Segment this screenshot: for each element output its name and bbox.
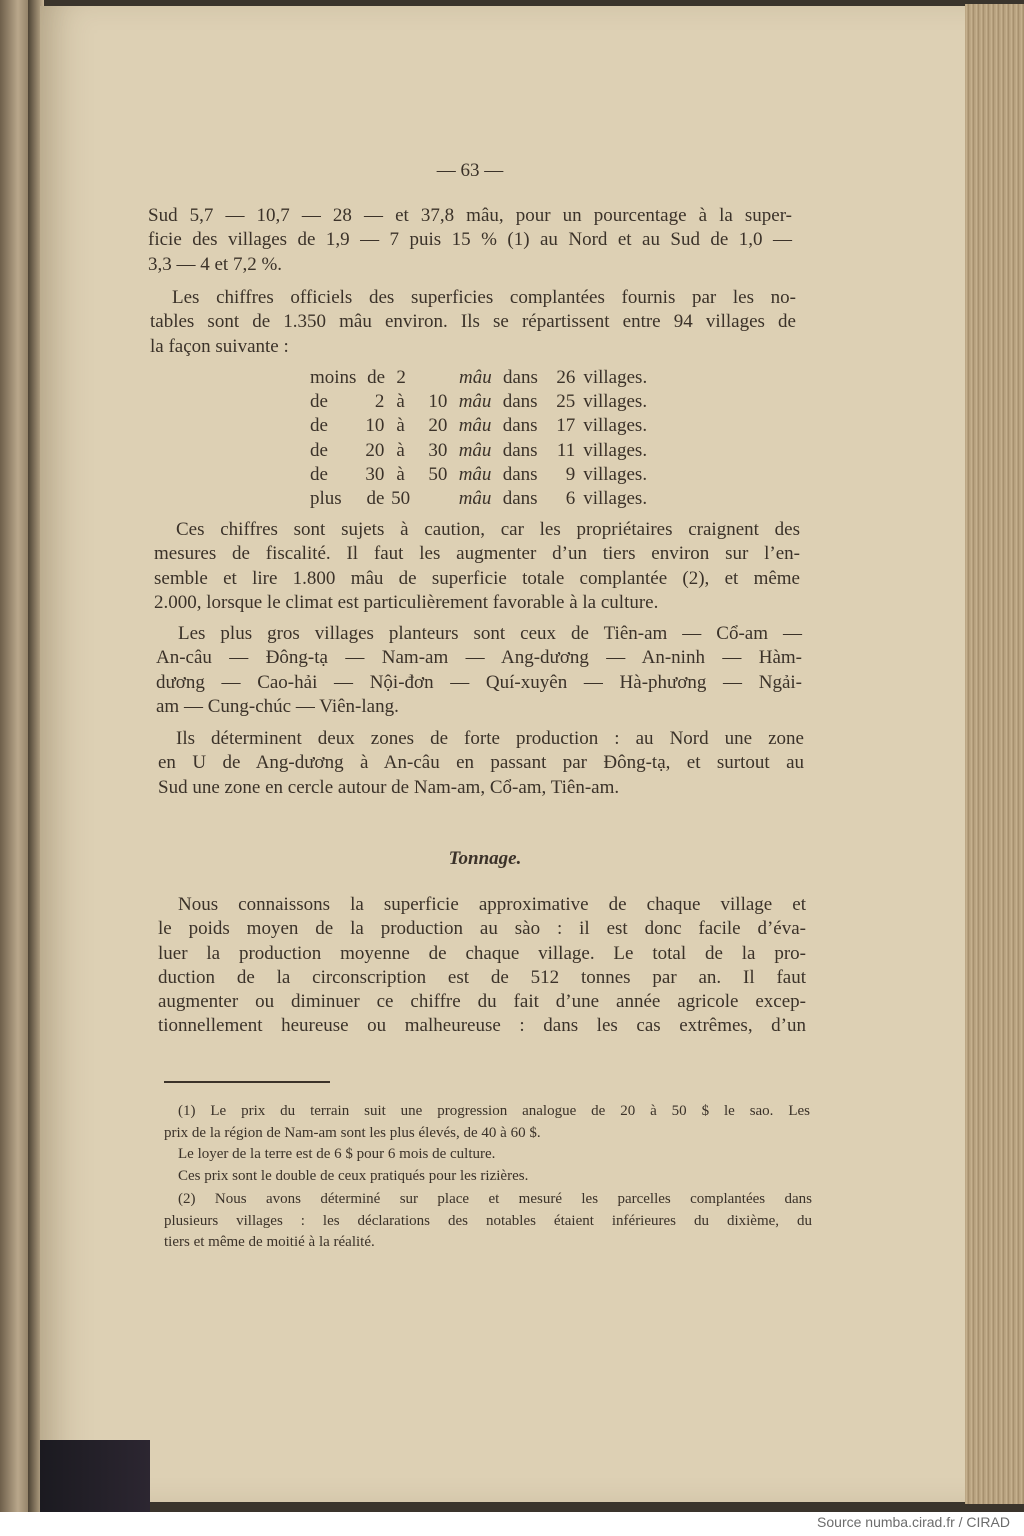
paragraph-villages — [156, 622, 802, 719]
text-line: semble et lire 1.800 mâu de superficie totale complantée (2), et même — [154, 567, 800, 589]
text-line: tables sont de 1.350 mâu environ. Ils se répartissent entre 94 villages de — [150, 311, 796, 333]
villages-label: villages. — [583, 488, 648, 510]
unit: mâu — [458, 391, 492, 413]
villages-label: villages. — [583, 439, 648, 461]
range-word: de — [367, 367, 385, 388]
village-count: 25 — [556, 391, 576, 413]
paragraph-zones — [158, 727, 804, 800]
range-prefix: de — [310, 439, 328, 461]
village-count: 9 — [565, 463, 576, 485]
page-stack-edges — [965, 4, 1024, 1504]
range-low: 50 — [391, 488, 411, 510]
dans-word: dans — [503, 367, 538, 388]
distribution-table — [310, 366, 650, 511]
unit: mâu — [458, 415, 492, 437]
section-heading: Tonnage. — [448, 848, 522, 869]
unit: mâu — [459, 367, 492, 388]
dans-word: dans — [502, 391, 538, 413]
village-count: 6 — [565, 488, 576, 510]
text-line: Les chiffres officiels des superficies complantées fournis par les no- — [172, 287, 796, 308]
footnote-1 — [164, 1101, 810, 1187]
villages-label: villages. — [583, 415, 648, 437]
table-row — [310, 414, 650, 438]
range-sep: à — [396, 463, 405, 485]
range-low: 30 — [365, 463, 385, 485]
dans-word: dans — [502, 463, 538, 485]
text-line: la façon suivante : — [150, 335, 289, 357]
text-line: en U de Ang-dương à An-câu en passant par Đông-tạ, et surtout au — [158, 752, 804, 774]
range-prefix: de — [310, 391, 328, 413]
table-row — [310, 390, 650, 414]
range-low: 2 — [396, 367, 406, 388]
text-line: mesures de fiscalité. Il faut les augmenter d’un tiers environ sur l’en- — [154, 543, 800, 565]
footnote-2 — [164, 1189, 812, 1254]
text-line: ficie des villages de 1,9 — 7 puis 15 % (1) au Nord et au Sud de 1,0 — — [148, 229, 792, 251]
footnote-line: (1) Le prix du terrain suit une progression analogue de 20 à 50 $ le sao. Les — [178, 1103, 810, 1119]
range-sep: à — [396, 439, 405, 461]
dans-word: dans — [502, 439, 538, 461]
footnote-separator — [164, 1081, 330, 1083]
page-number: — 63 — — [436, 160, 504, 181]
text-line: duction de la circonscription est de 512 tonnes par an. Il faut — [158, 966, 806, 988]
range-word: de — [366, 488, 385, 510]
villages-label: villages. — [583, 391, 648, 413]
range-prefix: de — [310, 415, 328, 437]
dans-word: dans — [502, 488, 538, 510]
unit: mâu — [458, 439, 492, 461]
range-low: 2 — [374, 391, 385, 413]
villages-label: villages. — [583, 463, 648, 485]
footnote-line: Le loyer de la terre est de 6 $ pour 6 mois de culture. — [178, 1146, 496, 1162]
villages-label: villages. — [583, 367, 648, 388]
range-high: 50 — [428, 463, 448, 485]
binding-strip — [40, 1440, 150, 1512]
text-line: An-câu — Đông-tạ — Nam-am — Ang-dương — An-ninh — Hàm- — [156, 647, 802, 669]
unit: mâu — [458, 463, 492, 485]
dans-word: dans — [502, 415, 538, 437]
range-prefix: de — [310, 463, 328, 485]
village-count: 17 — [556, 415, 576, 437]
range-high: 20 — [428, 415, 448, 437]
range-high: 30 — [428, 439, 448, 461]
table-row — [310, 439, 650, 463]
intro-paragraph — [148, 204, 792, 277]
text-line: Nous connaissons la superficie approximative de chaque village et — [178, 894, 806, 915]
range-high: 10 — [428, 391, 448, 413]
text-line: dương — Cao-hải — Nội-đơn — Quí-xuyên — Hà-phương — Ngải- — [156, 671, 802, 693]
table-row — [310, 487, 650, 511]
village-count: 11 — [556, 439, 576, 461]
text-line: le poids moyen de la production au sào : il est donc facile d’éva- — [158, 918, 806, 940]
text-line: Sud une zone en cercle autour de Nam-am, Cổ-am, Tiên-am. — [158, 776, 620, 798]
range-low: 20 — [365, 439, 385, 461]
text-line: am — Cung-chúc — Viên-lang. — [156, 695, 399, 717]
footnote-line: Ces prix sont le double de ceux pratiqués pour les rizières. — [178, 1167, 529, 1184]
text-line: Les plus gros villages planteurs sont ceux de Tiên-am — Cổ-am — — [178, 623, 802, 644]
range-sep: à — [396, 415, 405, 437]
range-sep: à — [396, 391, 405, 413]
range-prefix: moins — [310, 367, 357, 388]
footnote-line: plusieurs villages : les déclarations des notables étaient inférieures du dixième, du — [164, 1212, 812, 1229]
text-line: 2.000, lorsque le climat est particulièrement favorable à la culture. — [154, 591, 659, 613]
footnote-line: (2) Nous avons déterminé sur place et mesuré les parcelles complantées dans — [178, 1191, 812, 1207]
table-row — [310, 366, 650, 390]
table-row — [310, 463, 650, 487]
text-line: augmenter ou diminuer ce chiffre du fait d’une année agricole excep- — [158, 991, 806, 1013]
footnote-line: tiers et même de moitié à la réalité. — [164, 1234, 375, 1250]
range-low: 10 — [365, 415, 385, 437]
range-prefix: plus — [310, 488, 342, 510]
footnote-line: prix de la région de Nam-am sont les plus élevés, de 40 à 60 $. — [164, 1124, 541, 1141]
left-page-edge — [0, 0, 30, 1512]
range-high — [417, 366, 447, 390]
text-line: 3,3 — 4 et 7,2 %. — [148, 253, 283, 275]
text-line: Sud 5,7 — 10,7 — 28 — et 37,8 mâu, pour un pourcentage à la super- — [148, 205, 792, 226]
unit: mâu — [458, 488, 492, 510]
paragraph-caution — [154, 518, 800, 615]
paragraph-tonnage — [158, 893, 806, 1039]
text-line: tionnellement heureuse ou malheureuse : dans les cas extrêmes, d’un — [158, 1015, 806, 1037]
text-line: luer la production moyenne de chaque village. Le total de la pro- — [158, 942, 806, 964]
source-credit: Source numba.cirad.fr / CIRAD — [817, 1514, 1010, 1530]
text-line: Ces chiffres sont sujets à caution, car les propriétaires craignent des — [176, 519, 800, 540]
range-high — [417, 487, 448, 511]
village-count: 26 — [556, 367, 576, 388]
text-line: Ils déterminent deux zones de forte production : au Nord une zone — [176, 728, 804, 749]
paragraph-official-figures — [150, 286, 796, 359]
